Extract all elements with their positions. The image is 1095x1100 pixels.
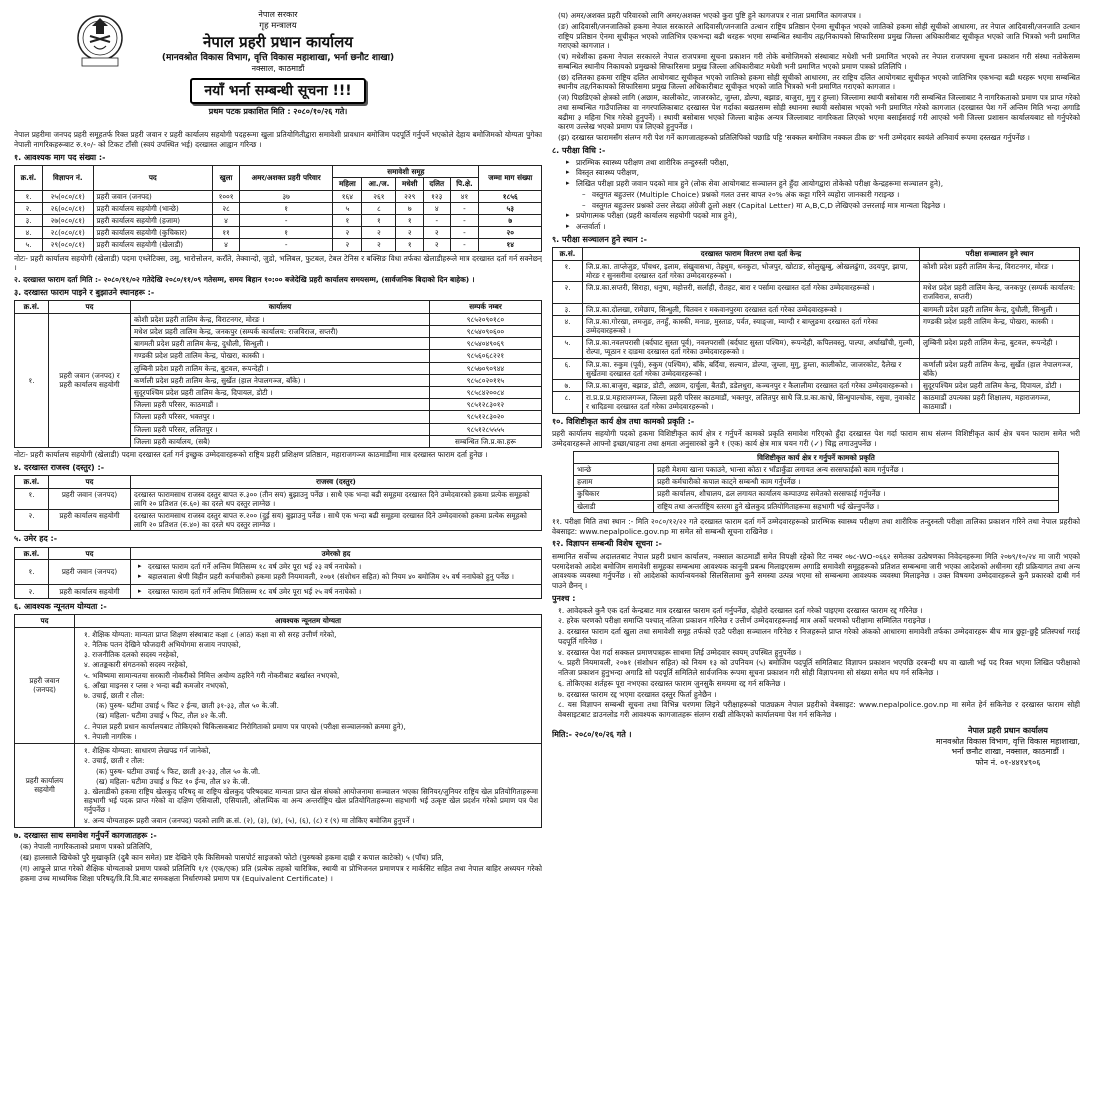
demand-th-dalit: दलित (423, 178, 450, 190)
table-cell: प्रहरी कार्यालय सहयोगी (भान्छे) (93, 202, 213, 214)
demand-th-janajati: आ./ज. (362, 178, 396, 190)
list-item: ▸ लिखित परीक्षा प्रहरी जवान पदको मात्र हुने (लोक सेवा आयोगबाट सञ्चालन हुने हुँदा आयोगद्वारा तोकेको परीक्षा केन्द्रहरूमा सञ्चालन हुने), (566, 179, 1080, 189)
work-post: हजाम (574, 476, 654, 488)
signature-block (936, 726, 1080, 768)
list-item: ७. दरखास्त फाराम रद्द भएमा दरखास्त दस्तुर फिर्ता हुनेछैन । (558, 689, 717, 699)
documents-list-part2 (552, 11, 1080, 143)
list-item: १. शैक्षिक योग्यता: मान्यता प्राप्त शिक्षण संस्थाबाट कक्षा ८ (आठ) कक्षा वा सो सरह उत्तीर्ण गरेको, (84, 629, 337, 639)
punashcha-list (552, 606, 1080, 720)
table-cell: १४ (479, 239, 542, 251)
section-10-title: १०. विशिष्टीकृत कार्य क्षेत्र तथा कामको प्रकृति :- (552, 416, 695, 426)
table-row (15, 584, 542, 598)
age-th-limit: उमेरको हद (131, 548, 542, 560)
table-row (15, 627, 542, 743)
offices-th-post: पद (49, 301, 131, 313)
exam-method-sublist (582, 190, 1080, 211)
center-reg: जि.प्र.का.नवलपरासी (बर्दघाट सुस्ता पूर्व), नवलपरासी (बर्दघाट सुस्ता पश्चिम), रूपन्देही, कपिलवस्तु, पाल्पा, अर्घाखाँची, गुल्मी, रोल्पा, प्यूठान र दाङमा दरखास्त दर्ता गरेका उम्मेदवारहरूको । (583, 337, 920, 358)
list-item: – वस्तुगत बहुउत्तर (Multiple Choice) प्रश्नको गलत उत्तर बापत २०% अंक कट्टा गरिने व्यहोरा जानकारी गराइन्छ । (582, 190, 1080, 200)
table-cell: २९(०८०/८१) (43, 239, 94, 251)
age-th-post: पद (49, 548, 131, 560)
age-post: प्रहरी जवान (जनपद) (49, 560, 131, 584)
first-publish-date: प्रथम पटक प्रकाशित मिति : २०८०/१०/२६ गते। (208, 107, 348, 117)
demand-th-post: पद (93, 166, 213, 190)
table-row (15, 488, 542, 509)
centers-th-reg: दरखास्त फाराम वितरण तथा दर्ता केन्द्र (583, 248, 920, 260)
table-cell: ११ (213, 227, 240, 239)
center-sn: ८. (553, 392, 583, 413)
sign-section: भर्ना छनौट शाखा, नक्साल, काठमाडौं । (951, 747, 1065, 757)
center-reg: जि.प्र.का. ताप्लेजुङ, पाँचथर, इलाम, संखुवासभा, तेह्रथुम, धनकुटा, भोजपुर, खोटाङ, सोलुखुम्बु, ओखलढुंगा, उदयपुर, झापा, मोरङ र सुनसरीमा दरखास्त दर्ता गरेका उम्मेदवारहरूको । (583, 260, 920, 281)
list-item: (झ) दरखास्त फारामसँग संलग्न गरी पेश गर्ने कागजातहरूको प्रतिलिपिको पछाडि पट्टि 'सक्कल बमोजिम नक्कल ठीक छ' भनी उम्मेदवार स्वयंले अनिवार्य रूपमा दस्तखत गर्नुपर्नेछ । (558, 133, 1030, 143)
table-row (15, 190, 542, 202)
center-sn: ३. (553, 303, 583, 315)
table-cell: ८ (362, 202, 396, 214)
office-phone: ९८५२०९०१८० (430, 313, 542, 325)
section-12-title: १२. विज्ञापन सम्बन्धी विशेष सूचना :- (552, 539, 662, 549)
list-item: (घ) अमर/अशक्त प्रहरी परिवारको लागि अमर/अशक्त भएको कुरा पुष्टि हुने कागजपत्र र नाता प्रमाणित कागजपत्र । (558, 11, 862, 20)
fee-post: प्रहरी कार्यालय सहयोगी (49, 510, 131, 531)
office-phone: ९८५६०६८२२१ (430, 350, 542, 362)
work-post: कुचिकार (574, 488, 654, 500)
table-cell: ४१ (450, 190, 479, 202)
table-row (574, 476, 1059, 488)
list-item: (च) मधेशीका हकमा नेपाल सरकारले नेपाल राजपत्रमा सूचना प्रकाशन गरी तोके बमोजिमको संस्थाबाट मधेशी भनी प्रमाणित भएको तर नेपाल राजपत्रमा सूचना प्रकाशन गरी संस्था नतोकेसम्म सम्बन्धित स्थानीय निकायको प्रमुखको सिफारिसमा प्रमुख जिल्ला अधिकारीबाट मधेशी भनी प्रमाणित भएको प्रमाण पत्रको प्रतिलिपि । (558, 52, 1080, 71)
section-1-note: नोटः- प्रहरी कार्यालय सहयोगी (खेलाडी) पदमा एथ्लेटिक्स, उसु, भारोत्तोलन, कराँते, तेक्वान्दो, जुडो, भलिबल, फुटबल, टेबल टेनिस र बक्सिङ विधा तर्फका खेलाडीहरूले मात्र दरखास्त दर्ता गर्न सक्नेछन् । (14, 253, 542, 273)
fee-text: दरखास्त फारामसाथ राजस्व दस्तुर बापत रु.३०० (तीन सय) बुझाउनु पर्नेछ । साथै एक भन्दा बढी समूहमा दरखास्त दिने उम्मेदवारको हकमा प्रत्येक समूहको लागि २० प्रतिशत (रु.६०) का दरले थप दस्तुर लाग्नेछ । (131, 488, 542, 509)
office-name: कर्णाली प्रदेश प्रहरी तालिम केन्द्र, सुर्खेत (हाल नेपालगञ्ज, बाँके) । (131, 374, 430, 386)
office-name: कोशी प्रदेश प्रहरी तालिम केन्द्र, विराटनगर, मोरङ । (131, 313, 430, 325)
table-cell: २६(०८०/८१) (43, 202, 94, 214)
list-item: ६. आँखा माइनस र प्लस २ भन्दा बढी कमजोर नभएको, (84, 680, 229, 690)
center-venue: कोशी प्रदेश प्रहरी तालिम केन्द्र, विराटनगर, मोरङ । (920, 260, 1080, 281)
work-nature-table (573, 451, 1059, 513)
table-cell: १ (240, 202, 333, 214)
work-post: खेलाडी (574, 500, 654, 512)
table-row (553, 282, 1080, 303)
list-item: ८. नेपाल प्रहरी प्रधान कार्यालयबाट तोकिएको चिकित्सकबाट निरोगिताको प्रमाण पत्र पाएको (परीक्षा सञ्चालनको क्रममा हुने), (84, 721, 406, 731)
list-item: (क) पुरुष- घटीमा उचाई ५ फिट २ ईन्च, छाती ३१-३३, तौल ५० के.जी. (96, 701, 279, 711)
offices-th-office: कार्यालय (131, 301, 430, 313)
qual-items-1 (75, 627, 542, 743)
center-venue: लुम्बिनी प्रदेश प्रहरी तालिम केन्द्र, बुटवल, रूपन्देही । (920, 337, 1080, 358)
table-cell: २ (333, 227, 362, 239)
notice-header (14, 10, 542, 128)
section-6-title: ६. आवश्यक न्यूनतम योग्यता :- (14, 601, 107, 611)
fee-sn: २. (15, 510, 49, 531)
offices-th-sn: क्र.सं. (15, 301, 49, 313)
list-item: २. उचाई, छाती र तौल: (84, 756, 145, 766)
table-cell: १६४ (333, 190, 362, 202)
table-cell: - (450, 214, 479, 226)
table-cell: ४ (423, 202, 450, 214)
demand-th-total: जम्मा माग संख्या (479, 166, 542, 190)
office-phone: ९८५१२८५५५५ (430, 423, 542, 435)
table-row (574, 463, 1059, 475)
table-cell: १८५६ (479, 190, 542, 202)
fee-th-post: पद (49, 476, 131, 488)
section-1-title: १. आवश्यक माग पद संख्या :- (14, 152, 106, 162)
office-phone: ९८५८४२००८४ (430, 386, 542, 398)
table-cell: १ (396, 214, 424, 226)
list-item: (ग) आफूले प्राप्त गरेको शैक्षिक योग्यताको प्रमाण पत्रको प्रतिलिपि १/१ (एक/एक) प्रति (प्रत्येक तहको चारित्रिक, स्थायी वा प्रोभिजनल प्रमाणपत्र र मार्कसिट सहित तथा नेपाल बाहिर अध्ययन गरेको हकमा उच्च माध्यमिक शिक्षा परिषद्/त्रि.वि.वि.बाट समकक्षता निर्धारणको प्रमाण पत्र (Equivalent Certificate) । (20, 863, 542, 883)
office-name: जिल्ला प्रहरी परिसर, ललितपुर । (131, 423, 430, 435)
table-cell: २ (423, 227, 450, 239)
documents-list-part1 (14, 842, 542, 883)
center-sn: १. (553, 260, 583, 281)
exam-method-list-2 (566, 211, 1080, 232)
office-name: जिल्ला प्रहरी परिसर, भक्तपुर । (131, 411, 430, 423)
list-item: – वस्तुगत बहुउत्तर प्रश्नको उत्तर लेख्दा अंग्रेजी ठूलो अक्षर (Capital Letter) मा A,B,C,D लेखिएको उत्तरलाई मात्र मान्यता दिइनेछ । (582, 201, 1080, 211)
work-post: भान्छे (574, 463, 654, 475)
demand-table-body (15, 190, 542, 251)
left-column (14, 10, 542, 1092)
office-name: जिल्ला प्रहरी परिसर, काठमाडौं । (131, 399, 430, 411)
center-sn: ७. (553, 380, 583, 392)
section-10-text: प्रहरी कार्यालय सहयोगी पदको हकमा विशिष्टीकृत कार्य क्षेत्र र गर्नुपर्ने कामको प्रकृति समावेश गरिएको हुँदा दरखास्त पेश गर्दा फाराम साथ संलग्न विशिष्टीकृत कार्य क्षेत्र चयन फाराम समेत भरी उम्मेदवारहरूले आफ्नो इच्छा/चाहना तथा क्षमता अनुसारको कुनै १ (एक) कार्य क्षेत्र मात्र चयन गरी (✓) चिह्न लगाउनुपर्नेछ । (552, 429, 1080, 448)
list-item: ▸ दरखास्त फाराम दर्ता गर्ने अन्तिम मितिसम्म १८ वर्ष उमेर पूरा भई २३ वर्ष ननाघेको । (138, 562, 538, 571)
demand-th-inclusive: समावेशी समूह (333, 166, 479, 178)
table-cell: २ (362, 239, 396, 251)
table-cell: - (450, 239, 479, 251)
table-row (553, 303, 1080, 315)
list-item: (क) नेपाली नागरिकताको प्रमाण पत्रको प्रतिलिपि, (20, 842, 153, 852)
center-reg: जि.प्र.का.सप्तरी, सिराहा, धनुषा, महोत्तरी, सर्लाही, रौतहट, बारा र पर्सामा दरखास्त दर्ता गरेका उम्मेदवारहरूको । (583, 282, 920, 303)
list-item: ▸ विस्तृत स्वास्थ्य परीक्षण, (566, 168, 1080, 178)
list-item: ▸ बहालवाला श्रेणी विहीन प्रहरी कर्मचारीको हकमा प्रहरी नियमावली, २०७१ (संशोधन सहित) को नियम ४० बमोजिम २५ वर्ष ननाघेको हुनु पर्नेछ । (138, 572, 538, 581)
punashcha-title: पुनश्च : (552, 594, 576, 603)
section-2-dates: २. दरखास्त फाराम दर्ता मिति :- २०८०/११/०२ गतेदेखि २०८०/११/०९ गतेसम्म, समय बिहान १०:०० बजेदेखि प्रहरी कार्यालय समयसम्म, (सार्वजनिक बिदाको दिन बाहेक) । (14, 275, 475, 285)
qual-post-2: प्रहरी कार्यालय सहयोगी (15, 744, 75, 828)
center-venue: काठमाडौं उपत्यका प्रहरी शिक्षालय, महाराजगञ्ज, काठमाडौं । (920, 392, 1080, 413)
fee-table-body (15, 488, 542, 531)
offices-table (14, 300, 542, 448)
section-8-title: ८. परीक्षा विधि :- (552, 145, 606, 155)
center-venue: गण्डकी प्रदेश प्रहरी तालिम केन्द्र, पोखरा, कास्की । (920, 315, 1080, 336)
list-item: (क) पुरुष- घटीमा उचाई ५ फिट, छाती ३१-३३, तौल ५० के.जी. (96, 766, 261, 776)
work-nature-title: विशिष्टीकृत कार्य क्षेत्र र गर्नुपर्ने कामको प्रकृति (574, 451, 1059, 463)
table-cell: २ (423, 239, 450, 251)
office-name: जिल्ला प्रहरी कार्यालय, (सबै) (131, 435, 430, 447)
table-cell: २८ (213, 202, 240, 214)
table-row (15, 744, 542, 828)
table-cell: २ (333, 239, 362, 251)
sign-dept: मानवश्रोत विकास विभाग, वृत्ति विकास महाशाखा, (935, 736, 1080, 746)
table-cell: १००१ (213, 190, 240, 202)
fee-post: प्रहरी जवान (जनपद) (49, 488, 131, 509)
table-cell: २६१ (362, 190, 396, 202)
table-cell: - (450, 202, 479, 214)
center-venue: कर्णाली प्रदेश प्रहरी तालिम केन्द्र, सुर्खेत (हाल नेपालगञ्ज, बाँके) (920, 358, 1080, 379)
table-cell: - (240, 239, 333, 251)
table-cell: - (423, 214, 450, 226)
table-cell: प्रहरी कार्यालय सहयोगी (कुचिकार) (93, 227, 213, 239)
centers-th-sn: क्र.सं. (553, 248, 583, 260)
table-cell: १२३ (423, 190, 450, 202)
table-cell: प्रहरी जवान (जनपद) (93, 190, 213, 202)
section-7-title: ७. दरखास्त साथ समावेश गर्नुपर्ने कागजातहरू :- (14, 830, 157, 840)
footer-date: मिति:- २०८०/१०/२६ गते । (552, 729, 632, 739)
office-name: लुम्बिनी प्रदेश प्रहरी तालिम केन्द्र, बुटवल, रूपन्देही । (131, 362, 430, 374)
section-11-text: ११. परीक्षा मिति तथा स्थान :- मिति २०८०/१२/२२ गते दरखास्त फाराम दर्ता गर्ने उम्मेदवारहरूको प्रारम्भिक स्वास्थ्य परीक्षण तथा शारीरिक तन्दुरुस्ती परीक्षा तालिका प्रकाशन गरिने तथा नेपाल प्रहरीको वेबसाइट: www.nepalpolice.gov.np मा समेत सो सम्बन्धी सूचना राखिनेछ । (552, 516, 1080, 536)
table-row (15, 510, 542, 531)
work-desc: प्रहरी कर्मचारीको कपाल काट्ने सम्बन्धी काम गर्नुपर्नेछ । (654, 476, 1059, 488)
table-cell: २ (362, 227, 396, 239)
offices-post: प्रहरी जवान (जनपद) र प्रहरी कार्यालय सहयोगी (49, 313, 131, 447)
table-cell: ५ (333, 202, 362, 214)
table-row (553, 358, 1080, 379)
table-cell: ४ (213, 239, 240, 251)
table-cell: प्रहरी कार्यालय सहयोगी (हजाम) (93, 214, 213, 226)
center-reg: जि.प्र.का.गोरखा, लमजुङ, तनहुँ, कास्की, मनाङ, मुस्ताङ, पर्वत, स्याङ्जा, म्याग्दी र बाग्लुङमा दरखास्त दर्ता गरेका उम्मेदवारहरूको । (583, 315, 920, 336)
center-sn: ६. (553, 358, 583, 379)
center-reg: जि.प्र.का.बाजुरा, बझाङ, डोटी, अछाम, दार्चुला, बैतडी, डडेलधुरा, कञ्चनपुर र कैलालीमा दरखास्त दर्ता गरेका उम्मेदवारहरूको । (583, 380, 920, 392)
notice-banner: नयाँ भर्ना सम्बन्धी सूचना !!! (190, 78, 365, 104)
list-item: (ज) पिछडिएको क्षेत्रको लागि (अछाम, कालीकोट, जाजरकोट, जुम्ला, डोल्पा, बझाङ, बाजुरा, मुगु र हुम्ला) जिल्लामा स्थायी बसोबास गरी सम्बन्धित जिल्लाबाट नै नागरिकताको प्रमाण पत्र प्राप्त गरेको तथा सम्बन्धित गाउँपालिका वा नगरपालिकाबाट दरखास्त पेश गर्दाका बखतसम्म सोही स्थानमा स्थायी बसोबास भएको भनी प्रमाणित गरेको कागजात (दरखास्त पेश गर्ने अन्तिम मिति भन्दा अगाडि बढीमा ३ महिना भित्र गरेको हुनुपर्ने) । स्थायी बसोबास भएको जिल्ला बाहेक अन्यत्र जिल्लाबाट नागरिकता लिएको भएमा बसाईसराई गरी आएको भनी जिल्ला प्रशासन कार्यालयबाट सो गर्नुपरेको कारण उल्लेख भएको प्रमाण पत्र लिएको हुनुपर्नेछ । (558, 93, 1080, 132)
work-desc: राष्ट्रिय तथा अन्तर्राष्ट्रिय स्तरमा हुने खेलकुद प्रतियोगिताहरूमा सहभागी भई खेल्नुपर्नेछ । (654, 500, 1059, 512)
table-row (574, 488, 1059, 500)
table-cell: २. (15, 202, 43, 214)
age-limits (131, 584, 542, 598)
demand-th-ad: विज्ञापन नं. (43, 166, 94, 190)
table-row (553, 380, 1080, 392)
work-desc: प्रहरी मेशमा खाना पकाउने, भान्सा कोठा र भाँडाकुँडा लगायत अन्य सरसफाईको काम गर्नुपर्नेछ । (654, 463, 1059, 475)
table-cell: १ (240, 227, 333, 239)
age-limit-list (138, 587, 538, 596)
section-5-title: ५. उमेर हद :- (14, 534, 58, 544)
table-row (553, 337, 1080, 358)
address-line: नक्साल, काठमाडौं (251, 64, 305, 74)
office-phone: ९८५१२८३०१२ (430, 399, 542, 411)
exam-centers-table (552, 247, 1080, 413)
table-row (15, 313, 542, 325)
list-item: ३. दरखास्त फाराम दर्ता खुला तथा समावेशी समूह तर्फको एउटै परीक्षा सञ्चालन गरिनेछ र निजहरूले प्राप्त गरेको अंकको आधारमा समावेशी तर्फका उम्मेदवारहरू बीच मात्र छुट्टा-छुट्टै प्रतिस्पर्धा गराई पदपूर्ति गरिनेछ । (558, 627, 1080, 646)
office-phone: सम्बन्धित जि.प्र.का.हरू (430, 435, 542, 447)
office-phone: ९८५१२८३०२० (430, 411, 542, 423)
table-row (15, 214, 542, 226)
notice-footer (552, 726, 1080, 768)
center-venue: सुदूरपश्चिम प्रदेश प्रहरी तालिम केन्द्र, दिपायल, डोटी । (920, 380, 1080, 392)
qual-post-1: प्रहरी जवान (जनपद) (15, 627, 75, 743)
gov-line: नेपाल सरकार (258, 10, 298, 19)
nepal-police-emblem-icon (74, 12, 126, 68)
list-item: २. नैतिक पतन देखिने फौजदारी अभियोगमा सजाय नपाएको, (84, 639, 241, 649)
office-phone: ९८५४०४९०६९ (430, 338, 542, 350)
list-item: ▸ प्रारम्भिक स्वास्थ्य परीक्षण तथा शारीरिक तन्दुरुस्ती परीक्षा, (566, 158, 1080, 168)
table-cell: १ (396, 239, 424, 251)
office-phone: ९८५४०९०६०० (430, 325, 542, 337)
age-table-body (15, 560, 542, 599)
center-sn: २. (553, 282, 583, 303)
table-cell: ७ (479, 214, 542, 226)
list-item: ▸ दरखास्त फाराम दर्ता गर्ने अन्तिम मितिसम्म १८ वर्ष उमेर पूरा भई २५ वर्ष ननाघेको । (138, 587, 538, 596)
qual-items-2 (75, 744, 542, 828)
table-cell: २२९ (396, 190, 424, 202)
offices-table-body (15, 313, 542, 447)
list-item: ७. उचाई, छाती र तौल: (84, 690, 145, 700)
work-nature-body (574, 463, 1059, 512)
table-cell: २५(०८०/८१) (43, 190, 94, 202)
center-reg: जि.प्र.का.दोलखा, रामेछाप, सिन्धुली, चितवन र मकवानपुरमा दरखास्त दर्ता गरेका उम्मेदवारहरूको । (583, 303, 920, 315)
table-cell: ४. (15, 227, 43, 239)
section-12-text: सम्मानित सर्वोच्च अदालतबाट नेपाल प्रहरी प्रधान कार्यालय, नक्साल काठमाडौं समेत विपक्षी रहेको रिट नम्बर ०७८-WO-०६६२ समेतका उत्प्रेषणका निवेदनहरूमा मिति २०७९/१०/२४ मा जारी भएको परमादेशको आदेश बमोजिम समावेशी समूहका सम्बन्धमा आवश्यक कानूनी प्रबन्ध मिलाइएसम्म अगाडि समावेशी समूहहरूको प्रतिशत सम्बन्धमा जारी भएका आदेशको अधीनमा रही प्रक्रियागत तथा अन्य आवश्यक व्यवस्था गर्नुपर्नेछ । सो आदेशको कार्यान्वयनको सिलसिलामा कुनै समस्या उत्पन्न भएमा सो सम्बन्धमा आवश्यक व्यवस्था मिलाइनेछ । उक्त विषयमा उम्मेदवारहरूले कुनै प्रकारको दाबी गर्न पाउने छैनन् । (552, 551, 1080, 591)
section-9-title: ९. परीक्षा सञ्चालन हुने स्थान :- (552, 234, 647, 244)
list-item: (ख) हालसालै खिचेको पुरै मुखाकृति (दुबै कान समेत) प्रष्ट देखिने एकै किसिमको पासपोर्ट साइजको फोटो (पुरुषको हकमा दाह्री र कपाल काटेको) ५ (पाँच) प्रति, (20, 853, 444, 863)
table-row (553, 392, 1080, 413)
demand-th-sn: क्र.सं. (15, 166, 43, 190)
table-row (553, 315, 1080, 336)
fee-table (14, 475, 542, 531)
table-row (553, 260, 1080, 281)
ministry-line: गृह मन्त्रालय (259, 20, 297, 31)
list-item: ४. अन्य योग्यताहरू प्रहरी जवान (जनपद) पदको लागि क्र.सं. (२), (३), (४), (५), (६), (८) र (९) मा तोकिए बमोजिम हुनुपर्ने । (84, 815, 415, 825)
demand-table (14, 165, 542, 252)
center-venue: मधेश प्रदेश प्रहरी तालिम केन्द्र, जनकपुर (सम्पर्क कार्यालय: राजविराज, सप्तरी) (920, 282, 1080, 303)
demand-th-women: महिला (333, 178, 362, 190)
table-row (574, 500, 1059, 512)
table-cell: २७(०८०/८१) (43, 214, 94, 226)
sign-office: नेपाल प्रहरी प्रधान कार्यालय (967, 725, 1048, 735)
table-row (15, 202, 542, 214)
table-cell: ४ (213, 214, 240, 226)
qual-th-post: पद (15, 615, 75, 627)
exam-method-list (566, 158, 1080, 189)
list-item: ५. प्रहरी नियमावली, २०७१ (संशोधन सहित) को नियम १३ को उपनियम (५) बमोजिम पदपूर्ति समितिबाट विज्ञापन प्रकाशन भएपछि दरबन्दी थप वा खाली भई पद रिक्त भएमा लिखित परीक्षाको नतिजा प्रकाशन हुनुभन्दा अगाडि सो पदपूर्ति समितिले सार्वजनिक रूपमा सूचना प्रकाशन गरी सोही विज्ञापनमा सो संख्या समेत थप गर्न सकिनेछ । (558, 658, 1080, 678)
table-cell: २० (479, 227, 542, 239)
list-item: ९. नेपाली नागरिक । (84, 731, 137, 741)
table-cell: २ (396, 227, 424, 239)
center-venue: बागमती प्रदेश प्रहरी तालिम केन्द्र, दुधौली, सिन्धुली । (920, 303, 1080, 315)
demand-th-backward: पि.क्षे. (450, 178, 479, 190)
age-limits (131, 560, 542, 584)
section-3-title: ३. दरखास्त फाराम पाइने र बुझाउने स्थानहरू :- (14, 287, 155, 297)
table-row (15, 560, 542, 584)
centers-th-venue: परीक्षा सञ्चालन हुने स्थान (920, 248, 1080, 260)
age-limit-list (138, 562, 538, 581)
table-cell: - (450, 227, 479, 239)
table-row (15, 227, 542, 239)
qual-th-req: आवश्यक न्यूनतम योग्यता (75, 615, 542, 627)
demand-th-madhesi: मधेशी (396, 178, 424, 190)
department-line: (मानवश्रोत विकास विभाग, वृत्ति विकास महाशाखा, भर्ना छनौट शाखा) (161, 52, 395, 63)
office-name: मधेश प्रदेश प्रहरी तालिम केन्द्र, जनकपुर (सम्पर्क कार्यालय: राजविराज, सप्तरी) (131, 325, 430, 337)
center-reg: जि.प्र.का. रुकुम (पूर्व), रुकुम (पश्चिम), बाँके, बर्दिया, सल्यान, डोल्पा, जुम्ला, मुगु, हुम्ला, कालीकोट, जाजरकोट, दैलेख र सुर्खेतमा दरखास्त दर्ता गरेका उम्मेदवारहरूको । (583, 358, 920, 379)
table-cell: १ (333, 214, 362, 226)
table-cell: ५. (15, 239, 43, 251)
list-item: (ङ) आदिवासी/जनजातिको हकमा नेपाल सरकारले आदिवासी/जनजाति उत्थान राष्ट्रिय प्रतिष्ठान ऐनमा सूचीकृत भएको जातिको हकमा सोही सूचीको आधारमा, तर नेपाल आदिवासी/जनजाति उत्थान राष्ट्रिय प्रतिष्ठान ऐनमा सूचीकृत भएको जातिभित्र एकभन्दा बढी थरहरू भएमा सम्बन्धित स्थानीय तह/निकायको सिफारिसमा प्रमुख जिल्ला अधिकारीबाट सूचीकृत भएको जाति भित्रको भनी प्रमाणित गराएको कागजात । (558, 21, 1080, 51)
office-title: नेपाल प्रहरी प्रधान कार्यालय (203, 32, 353, 51)
list-item: ६. तोकिएका शर्तहरू पूरा नभएका दरखास्त फाराम जुनसुकै समयमा रद्द गर्न सकिनेछ । (558, 678, 786, 688)
age-post: प्रहरी कार्यालय सहयोगी (49, 584, 131, 598)
table-cell: ३७ (240, 190, 333, 202)
qualification-table-body (15, 627, 542, 827)
qualification-table (14, 614, 542, 827)
list-item: १. आवेदकले कुनै एक दर्ता केन्द्रबाट मात्र दरखास्त फाराम दर्ता गर्नुपर्नेछ, दोहोरो दरखास्त दर्ता गरेको पाइएमा दरखास्त फाराम रद्द गरिनेछ । (558, 605, 923, 615)
office-name: बागमती प्रदेश प्रहरी तालिम केन्द्र, दुधौली, सिन्धुली । (131, 338, 430, 350)
table-cell: १. (15, 190, 43, 202)
age-th-sn: क्र.सं. (15, 548, 49, 560)
center-sn: ५. (553, 337, 583, 358)
list-item: २. हरेक चरणको परीक्षा समाप्ति पश्चात् नतिजा प्रकाशन गरिनेछ र उत्तीर्ण उम्मेदवारहरूलाई मात्र अर्को चरणको परीक्षामा सम्मिलित गराइनेछ । (558, 616, 931, 626)
list-item: ▸ प्रयोगात्मक परीक्षा (प्रहरी कार्यालय सहयोगी पदको मात्र हुने), (566, 211, 1080, 221)
center-sn: ४. (553, 315, 583, 336)
fee-sn: १. (15, 488, 49, 509)
section-4-title: ४. दरखास्त राजस्व (दस्तुर) :- (14, 462, 105, 472)
exam-centers-body (553, 260, 1080, 413)
table-row (15, 239, 542, 251)
fee-th-fee: राजस्व (दस्तुर) (131, 476, 542, 488)
center-reg: रा.प्र.प्र.प्र.महाराजगञ्ज, जिल्ला प्रहरी परिसर काठमाडौं, भक्तपुर, ललितपुर साथै जि.प्र.का.काभ्रे, सिन्धुपाल्चोक, रसुवा, नुवाकोट र धादिङमा दरखास्त दर्ता गरेका उम्मेदवारहरूको । (583, 392, 920, 413)
office-phone: ९८५७०९०९४४ (430, 362, 542, 374)
offices-th-phone: सम्पर्क नम्बर (430, 301, 542, 313)
office-phone: ९८५८०२०११५ (430, 374, 542, 386)
section-3-note: नोटः- प्रहरी कार्यालय सहयोगी (खेलाडी) पदमा दरखास्त दर्ता गर्न इच्छुक उम्मेदवारहरूको राष्ट्रिय प्रहरी प्रशिक्षण प्रतिष्ठान, महाराजगञ्ज काठमाडौंमा मात्र दरखास्त फाराम दर्ता हुनेछ । (14, 450, 488, 460)
list-item: ३. राजनीतिक दलको सदस्य नरहेको, (84, 650, 179, 660)
office-name: गण्डकी प्रदेश प्रहरी तालिम केन्द्र, पोखरा, कास्की । (131, 350, 430, 362)
offices-sn: १. (15, 313, 49, 447)
table-cell: - (240, 214, 333, 226)
fee-text: दरखास्त फारामसाथ राजस्व दस्तुर बापत रु.२०० (दुई सय) बुझाउनु पर्नेछ । साथै एक भन्दा बढी समूहमा दरखास्त दिने उम्मेदवारको हकमा प्रत्येक समूहको लागि २० प्रतिशत (रु.४०) का दरले थप दस्तुर लाग्नेछ । (131, 510, 542, 531)
list-item: ४. आतङ्ककारी संगठनको सदस्य नरहेको, (84, 660, 188, 670)
list-item: (ख) महिला- घटीमा उचाई ५ फिट, तौल ४२ के.जी. (96, 711, 228, 721)
table-cell: २८(०८०/८१) (43, 227, 94, 239)
age-sn: २. (15, 584, 49, 598)
demand-th-family: अमर/अशक्त प्रहरी परिवार (240, 166, 333, 190)
fee-th-sn: क्र.सं. (15, 476, 49, 488)
table-cell: प्रहरी कार्यालय सहयोगी (खेलाडी) (93, 239, 213, 251)
list-item: (ख) महिला- घटीमा उचाई ४ फिट १० ईन्च, तौल ४२ के.जी. (96, 776, 250, 786)
work-desc: प्रहरी कार्यालय, शौचालय, ढल लगायत कार्यालय कम्पाउण्ड समेतको सरसफाई गर्नुपर्नेछ । (654, 488, 1059, 500)
demand-th-open: खुला (213, 166, 240, 190)
list-item: ▸ अन्तर्वार्ता । (566, 222, 1080, 232)
list-item: ३. खेलाडीको हकमा राष्ट्रिय खेलकुद परिषद् वा राष्ट्रिय खेलकुद परिषदबाट मान्यता प्राप्त खेल संघको आयोजनामा सञ्चालन भएका सिनियर/जुनियर राष्ट्रिय खेल प्रतियोगिताहरूमा सहभागी भई पदक प्राप्त गरेको वा दक्षिण एसियाली, एसियाली, ओलम्पिक वा अन्य अन्तर्राष्ट्रिय खेल प्रतियोगिताहरूमा सहभागी भई उत्कृष्ट खेल प्रदर्शन गरेको प्रमाण पत्र पेश गर्नुपर्नेछ । (84, 786, 538, 815)
list-item: ८. यस विज्ञापन सम्बन्धी सूचना तथा विभिन्न चरणमा लिइने परीक्षाहरूको पाठ्यक्रम नेपाल प्रहरीको वेबसाइट: www.nepalpolice.gov.np मा समेत हेर्न सकिनेछ र दरखास्त फाराम सोही वेबसाइटबाट डाउनलोड गरी आवश्यक कागजातहरू संलग्न राखी तोकिएको कार्यालयमा पेश गर्न सकिनेछ । (558, 700, 1080, 720)
age-sn: १. (15, 560, 49, 584)
office-name: सुदूरपश्चिम प्रदेश प्रहरी तालिम केन्द्र, दिपायल, डोटी । (131, 386, 430, 398)
list-item: ४. दरखास्त पेश गर्दा सक्कल प्रमाणपत्रहरू साथमा लिई उम्मेदवार स्वयम् उपस्थित हुनुपर्नेछ । (558, 647, 802, 657)
list-item: १. शैक्षिक योग्यता: साधारण लेखपढ गर्न जानेको, (84, 746, 211, 756)
age-table (14, 547, 542, 599)
list-item: (छ) दलितका हकमा राष्ट्रिय दलित आयोगबाट सूचीकृत भएको जातिको हकमा सोही सूचीको आधारमा, तर राष्ट्रिय दलित आयोगबाट सूचीकृत भएको जातिभित्र एकभन्दा बढी थरहरू भएमा सम्बन्धित स्थानीय तह/निकायको सिफारिसमा प्रमुख जिल्ला अधिकारीबाट सूचीकृत भएको जाति भित्रको भनी प्रमाणित गराएको कागजात । (558, 72, 1080, 92)
intro-paragraph: नेपाल प्रहरीमा जनपद प्रहरी समूहतर्फ रिक्त प्रहरी जवान र प्रहरी कार्यालय सहयोगी पदहरूमा खुला प्रतियोगितीद्वारा समावेशी प्रावधान बमोजिम पदपूर्ति गर्नुपर्ने भएकोले देहाय बमोजिमको योग्यता पुगेका नेपाली नागरिकहरूबाट रु.१०/- को टिकट टाँसी (स्वयं उपस्थित भई) दरखास्त आह्वान गरिन्छ । (14, 130, 542, 149)
sign-phone: फोन नं. ०१-४४१४९०६ (975, 757, 1041, 767)
table-cell: १ (362, 214, 396, 226)
table-cell: ५३ (479, 202, 542, 214)
table-cell: ७ (396, 202, 424, 214)
table-cell: ३. (15, 214, 43, 226)
list-item: ५. भविष्यमा सामान्यतया सरकारी नोकरीको निमित्त अयोग्य ठहरिने गरी नोकरीबाट बर्खास्त नभएको, (84, 670, 340, 680)
right-column (552, 10, 1080, 1092)
